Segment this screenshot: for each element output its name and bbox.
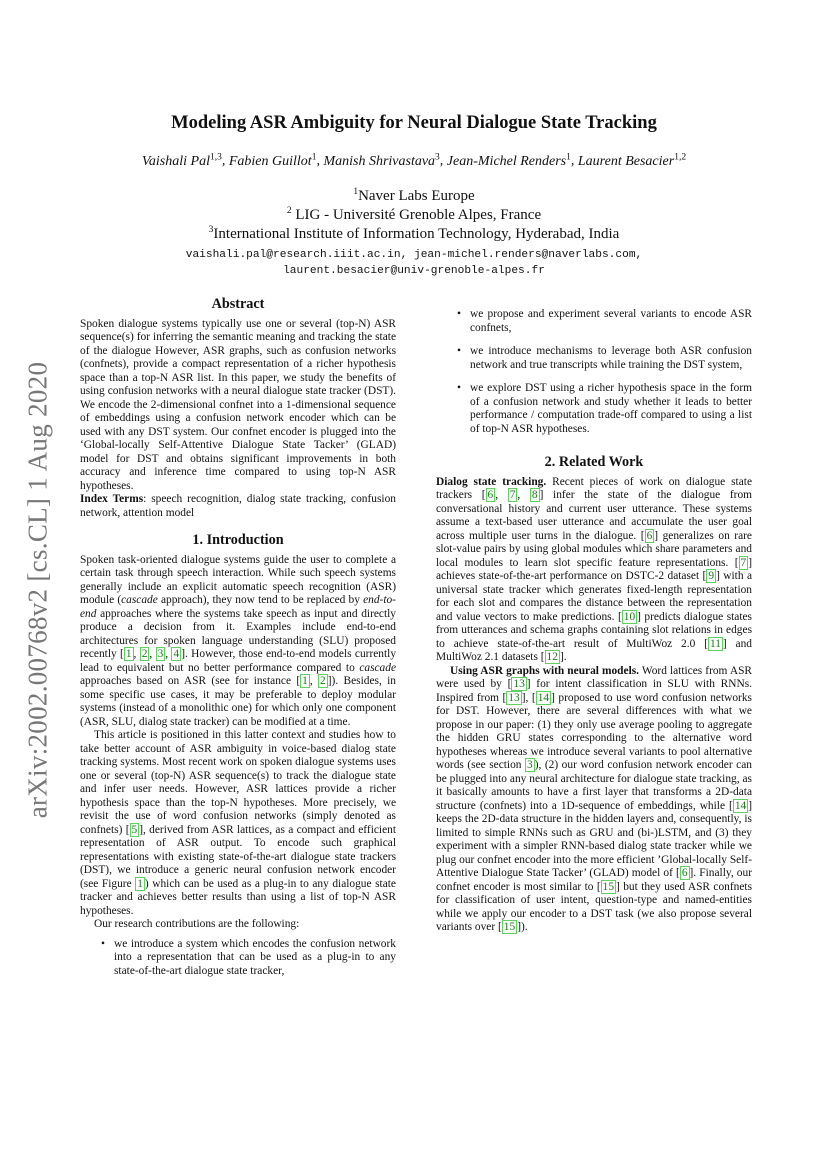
author: Vaishali Pal$^{1,3}$ (141, 152, 222, 169)
affiliation: $^3$International Institute of Information Technology, Hyderabad, India (208, 225, 620, 242)
right-column (436, 298, 752, 935)
affiliation: $^2$ LIG - Université Grenoble Alpes, France (286, 206, 542, 223)
related-work-heading: 2. Related Work (544, 454, 644, 470)
citation-link[interactable]: 14 (537, 691, 550, 704)
contribution-bullet: • we explore DST using a richer hypothesis space in the form of a confusion network and study whether it leads to better performance / computation trade-off compared to using a list of top-N ASR hypotheses. (436, 382, 752, 436)
citation-link[interactable]: 15 (602, 880, 615, 893)
email-line: laurent.besacier@univ-grenoble-alpes.fr (283, 265, 545, 277)
citation-link[interactable]: 3 (157, 648, 164, 660)
citation-link[interactable]: 10 (623, 610, 636, 623)
left-column (80, 298, 396, 978)
section-link[interactable]: 3 (527, 759, 533, 771)
citation-link[interactable]: 13 (513, 678, 525, 690)
author-emails (100, 247, 728, 279)
abstract-text: Spoken dialogue systems typically use one or several (top-N) ASR sequence(s) for inferring the semantic meaning and tracking the state of the dialogue However, ASR graphs, such as confusion networks (confnets), provide a compact representation of a richer hypothesis space than a top-N ASR list. In this paper, we study the benefits of using confusion networks with a neural dialogue state tracker (DST). We encode the 2-dimensional confnet into a 1-dimensional sequence of embeddings using a confusion network encoder which can be used with any DST system. Our confnet encoder is plugged into the ‘Global-locally Self-Attentive Dialogue State Tacker’ (GLAD) model for DST and obtains significant improvements in both accuracy and inference time compared to using top-N ASR hypotheses. (80, 317, 396, 492)
citation-link[interactable]: 1 (125, 648, 132, 660)
arxiv-identifier-text: arXiv:2002.00768v2 [cs.CL] 1 Aug 2020 (22, 361, 53, 819)
author: Jean-Michel Renders$^1$ (446, 152, 571, 169)
citation-link[interactable]: 11 (709, 637, 721, 650)
citation-link[interactable]: 7 (740, 556, 747, 569)
paper-title: Modeling ASR Ambiguity for Neural Dialogue State Tracking (171, 113, 657, 133)
citation-link[interactable]: 7 (509, 489, 516, 501)
author: Fabien Guillot$^1$ (228, 152, 317, 169)
intro-paragraph-3: Our research contributions are the following: (94, 918, 300, 930)
citation-link[interactable]: 1 (302, 675, 308, 687)
citation-link[interactable]: 14 (734, 799, 747, 812)
author: Manish Shrivastava$^3$ (323, 152, 440, 169)
citation-link[interactable]: 6 (681, 867, 688, 879)
citation-link[interactable]: 12 (546, 651, 558, 663)
citation-link[interactable]: 6 (487, 489, 494, 501)
abstract-heading: Abstract (211, 296, 265, 312)
citation-link[interactable]: 2 (320, 675, 326, 687)
related-paragraph-2: Using ASR graphs with neural models. Word lattices from ASR were used by [ 13 ] for intent classification in SLU with RNNs. Inspired from [ 13 ], [ 14 ] proposed to use word confusion networks for DST. However, there are several differences with what we propose in our paper: (1) they only use average pooling to aggregate the hidden GRU states corresponding to the alternative word hypotheses whereas we introduce several variants to pool alternative words (see section 3 ), (2) our word confusion network encoder can be plugged into any neural architecture for dialogue state tracking, as it basically amounts to have a first layer that transforms a 2D-data structure (confnets) into a 1D-sequence of embeddings, while [ 14 ] keeps the 2D-data structure in the hidden layers and, consequently, is limited to simple RNNs such as GRU and (bi-)LSTM, and (3) they experiment with a simpler RNN-based dialog state tracker while we plug our confnet encoder into the more efficient ’Global-locally Self-Attentive Dialogue State Tacker’ (GLAD) model of [ 6 ]. Finally, our confnet encoder is most similar to [ 15 ] but they used ASR confnets for classification of user intent, question-type and named-entities while we apply our encoder to a DST task (we also propose several variants over [ 15 ]). (436, 664, 753, 933)
intro-paragraph-1: Spoken task-oriented dialogue systems guide the user to complete a certain task through speech interaction. While such speech systems generally include an explicit automatic speech recognition (ASR) module (cascade approach), they now tend to be replaced by end-to-end approaches where the systems take speech as input and directly produce a decision from it. Examples include end-to-end architectures for spoken language understanding (SLU) proposed recently [ 1 , 2 , 3 , 4 ]. However, those end-to-end models currently lead to equivalent but no better performance compared to cascade approaches based on ASR (see for instance [ 1 , 2 ]). Besides, in some specific use cases, it may be preferable to deploy modular systems (instead of a monolithic one) for which only one component (ASR, SLU, dialog state tracker) can be modified at a time. (80, 553, 397, 728)
figure-link[interactable]: 1 (137, 877, 143, 890)
related-paragraph-1: Dialog state tracking. Recent pieces of work on dialogue state trackers [ 6 , 7 , 8 ] infer the state of the dialogue from conversational history and current user utterance. These systems assume a text-based user utterance and accumulate the user goal across multiple user turns in the dialogue. [ 6 ] generalizes on rare slot-value pairs by using global modules which share parameters and local modules to learn slot specific feature representations. [ 7 ] achieves state-of-the-art performance on DSTC-2 dataset [ 9 ] with a universal state tracker which generates fixed-length representation for each slot and compares the distance between the representation and value vectors to make predictions. [ 10 ] predicts dialogue states from utterances and schema graphs containing slot relations in edges to achieve state-of-the-art result of MultiWoz 2.0 [ 11 ] and MultiWoz 2.1 datasets [ 12 ]. (436, 475, 752, 663)
intro-paragraph-2: This article is positioned in this latter context and studies how to take better account of ASR ambiguity in voice-based dialog state tracking systems. Most recent work on spoken dialogue systems uses one or several (top-N) ASR sequence(s) to track the dialogue state and infer user needs. However, ASR lattices provide a richer hypothesis space than the top-N hypotheses. More precisely, we revisit the use of word confusion networks (simply denoted as confnets) [ 5 ], derived from ASR lattices, as a compact and efficient representation of ASR output. To encode such graphical representations with existing state-of-the-art dialogue state trackers (DST), we introduce a generic neural confusion network encoder (see Figure 1 ) which can be used as a plug-in to any dialogue state tracker and achieves better results than using a list of top-N ASR hypotheses. (80, 729, 396, 917)
contribution-bullet: • we propose and experiment several variants to encode ASR confnets, (436, 308, 752, 335)
citation-link[interactable]: 6 (646, 529, 653, 542)
author-list: Vaishali Pal$^{1,3}$, Fabien Guillot$^1$, Manish Shrivastava$^3$, Jean-Michel Renders$^1$, Laurent Besacier$^{1,2}$ (141, 152, 687, 169)
arxiv-identifier (20, 361, 56, 819)
citation-link[interactable]: 8 (531, 489, 538, 501)
author: Laurent Besacier$^{1,2}$ (577, 152, 687, 169)
citation-link[interactable]: 2 (141, 648, 148, 660)
index-terms: Index Terms: speech recognition, dialog state tracking, confusion network, attention model (80, 493, 396, 519)
citation-link[interactable]: 15 (503, 921, 516, 933)
citation-link[interactable]: 9 (708, 570, 715, 582)
introduction-heading: 1. Introduction (192, 532, 284, 548)
affiliation: $^1$Naver Labs Europe (353, 187, 475, 204)
citation-link[interactable]: 5 (131, 823, 138, 836)
email-line: vaishali.pal@research.iiit.ac.in, jean-michel.renders@naverlabs.com, (185, 249, 643, 261)
citation-link[interactable]: 4 (173, 648, 180, 660)
contribution-bullet: • we introduce mechanisms to leverage both ASR confusion network and true transcripts while training the DST system, (436, 345, 752, 372)
contribution-bullet: • we introduce a system which encodes the confusion network into a representation that can be used as a plug-in to any state-of-the-art dialogue state tracker, (80, 938, 396, 979)
citation-link[interactable]: 13 (508, 691, 520, 704)
